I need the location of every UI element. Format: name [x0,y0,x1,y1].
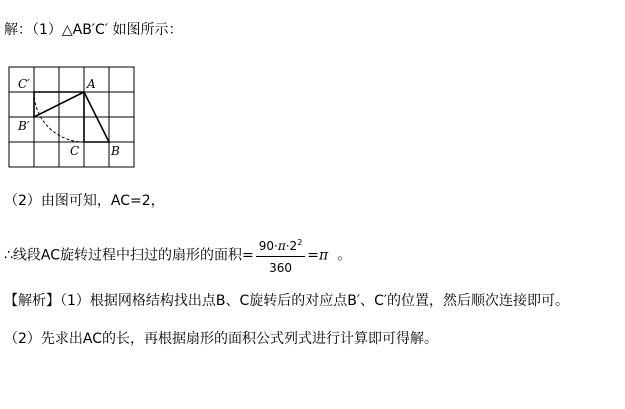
analysis-part1-line: 【解析】（1）根据网格结构找出点B、C旋转后的对应点B′、C′的位置，然后顺次连接即可。 [4,293,570,309]
label-c-prime: C′ [18,77,30,91]
label-b-prime: B′ [18,119,30,133]
formula-result: π [319,247,329,264]
formula-prefix: ∴线段AC旋转过程中扫过的扇形的面积= [4,247,254,264]
rotation-grid-figure [8,66,143,170]
label-b: B [111,144,120,158]
sector-area-formula-line [4,234,351,277]
label-c: C [70,144,80,158]
solution-part1-line: 解：（1）△AB′C′ 如图所示： [4,22,183,38]
fraction-denominator: 360 [269,261,292,275]
fraction-numerator: $90\cdot\pi\cdot 2^2$ [256,234,306,257]
area-fraction [256,234,306,277]
label-a: A [87,77,96,91]
analysis-part2-line: （2）先求出AC的长，再根据扇形的面积公式列式进行计算即可得解。 [4,331,439,347]
formula-suffix: 。 [337,247,352,264]
formula-equals: = [307,247,320,264]
solution-part2-line: （2）由图可知，AC=2， [4,193,165,209]
